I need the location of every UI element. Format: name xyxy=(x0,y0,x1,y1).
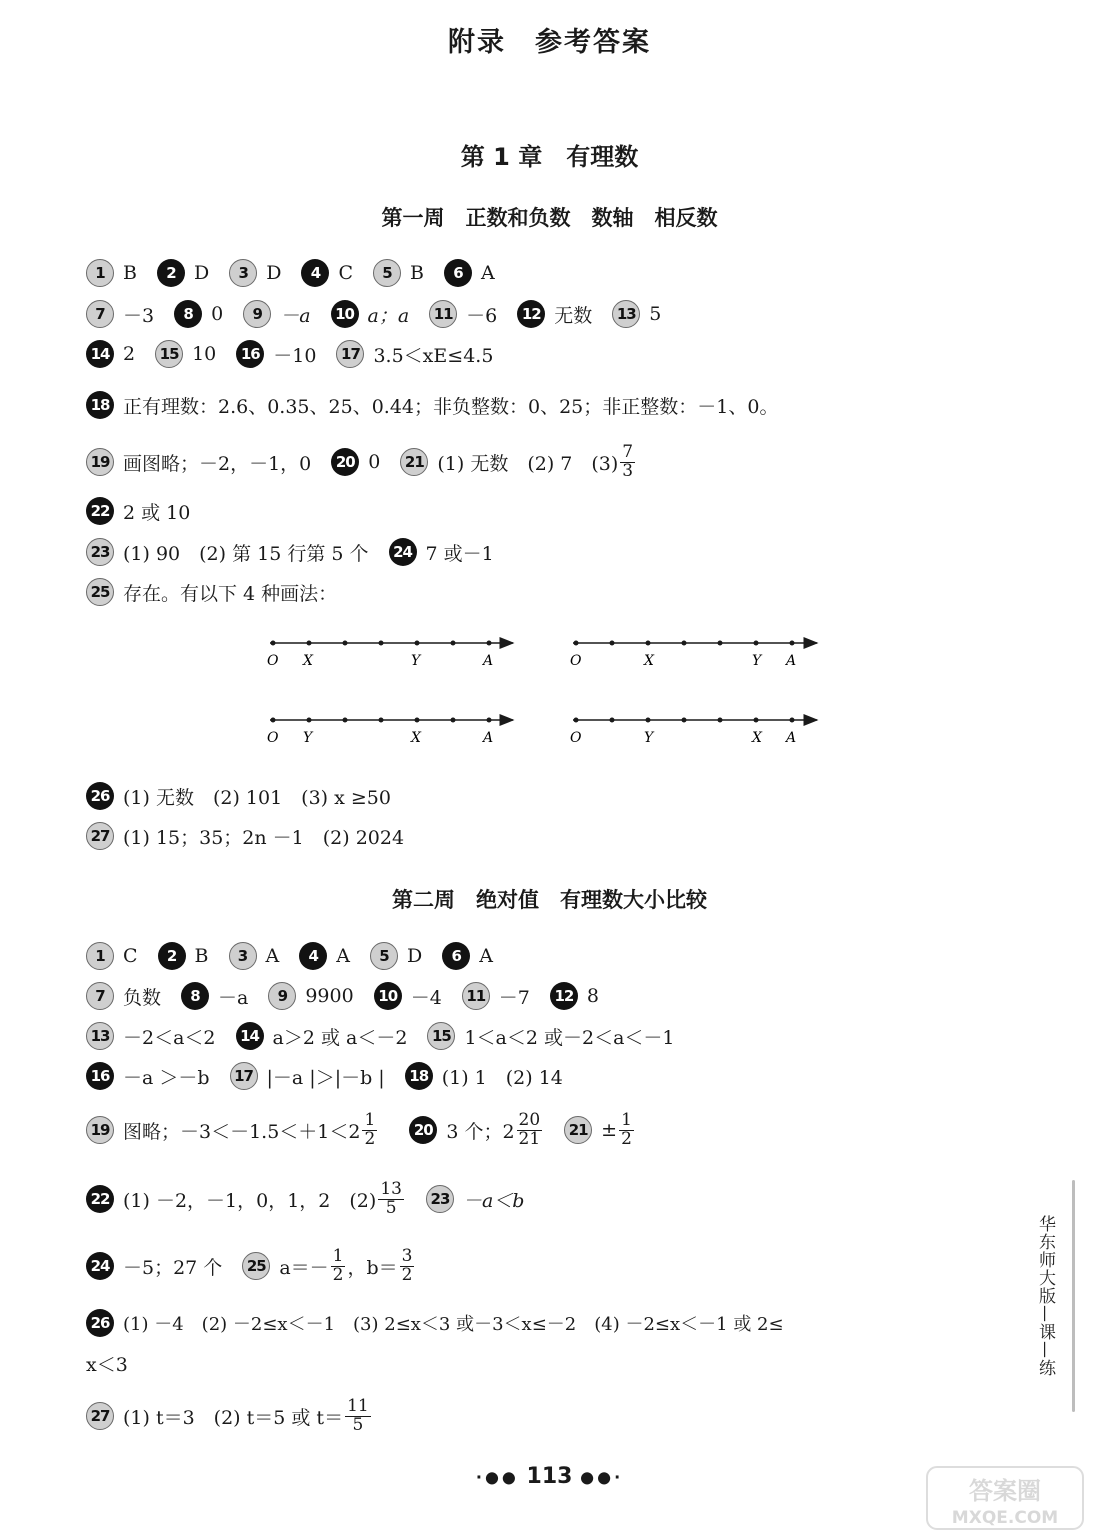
answer-line xyxy=(86,256,999,290)
question-number-badge: 17 xyxy=(230,1062,258,1090)
question-number-badge: 10 xyxy=(331,300,359,328)
side-tab-label: 华东师大版—课—练 xyxy=(1035,1215,1055,1377)
answer-text: (1) 15；35；2n －1 (2) 2024 xyxy=(123,826,405,849)
answer-line xyxy=(86,337,999,371)
answer-line xyxy=(86,575,999,609)
dots-icon: ●●· xyxy=(580,1467,624,1487)
point-label: O xyxy=(570,730,582,746)
answer-text: 5 xyxy=(649,303,662,325)
svg-text:答案圈: 答案圈 xyxy=(969,1477,1041,1505)
question-number-badge: 7 xyxy=(86,982,114,1010)
answer-line xyxy=(86,939,999,973)
question-number-badge: 12 xyxy=(517,300,545,328)
answer-text: |－a |＞|－b | xyxy=(266,1066,385,1089)
answer-text: －a xyxy=(218,986,249,1009)
answer-text: (1) －2，－1，0，1，2 (2) xyxy=(123,1189,377,1212)
answer-text: C xyxy=(123,945,138,967)
answer-line xyxy=(86,1059,999,1093)
answer-text: 3 个；2 xyxy=(446,1120,515,1143)
fraction: $\frac{1}{2}$ xyxy=(332,1245,344,1285)
answer-text: －a ＞－b xyxy=(123,1066,210,1089)
point-label: A xyxy=(483,730,494,746)
question-number-badge: 26 xyxy=(86,782,114,810)
answer-text: ，b＝ xyxy=(347,1256,398,1279)
answer-text: B xyxy=(123,262,137,284)
question-number-badge: 2 xyxy=(157,259,185,287)
question-number-badge: 19 xyxy=(86,448,114,476)
answer-continuation: x＜3 xyxy=(86,1354,128,1376)
answer-line xyxy=(86,979,999,1013)
point-label: X xyxy=(303,653,313,669)
answer-line xyxy=(86,442,999,482)
answer-text: －a＜b xyxy=(462,1189,525,1212)
question-number-badge: 8 xyxy=(181,982,209,1010)
answer-line xyxy=(86,1394,999,1438)
question-number-badge: 6 xyxy=(444,259,472,287)
point-label: O xyxy=(267,730,279,746)
question-number-badge: 22 xyxy=(86,497,114,525)
answer-text: A xyxy=(479,945,493,967)
answer-text: B xyxy=(194,945,209,967)
answer-text: 画图略；－2，－1，0 xyxy=(123,452,312,475)
answer-text: 8 xyxy=(586,985,599,1007)
answer-text: (1) 无数 (2) 7 (3) xyxy=(437,452,619,475)
question-number-badge: 18 xyxy=(405,1062,433,1090)
answer-text: 1＜a＜2 或－2＜a＜－1 xyxy=(464,1026,675,1049)
answer-text: －5；27 个 xyxy=(123,1256,223,1279)
answer-text: (1) －4 (2) －2≤x＜－1 (3) 2≤x＜3 或－3＜x≤－2 (4) －2≤x＜－1 或 2≤ xyxy=(123,1314,784,1335)
question-number-badge: 18 xyxy=(86,391,114,419)
question-number-badge: 12 xyxy=(550,982,578,1010)
question-number-badge: 27 xyxy=(86,822,114,850)
point-label: A xyxy=(483,653,494,669)
answer-text: －4 xyxy=(410,986,442,1009)
point-label: A xyxy=(786,730,797,746)
question-number-badge: 6 xyxy=(442,942,470,970)
answer-text: D xyxy=(193,262,210,284)
answer-text: a＝－ xyxy=(279,1256,329,1279)
chapter-heading: 第 1 章 有理数 xyxy=(460,143,639,171)
answer-text: －7 xyxy=(498,986,530,1009)
number-line xyxy=(570,718,817,747)
answer-line xyxy=(86,494,999,528)
fraction: $\frac{3}{2}$ xyxy=(401,1245,413,1285)
question-number-badge: 14 xyxy=(86,340,114,368)
point-label: X xyxy=(644,653,654,669)
question-number-badge: 25 xyxy=(242,1252,270,1280)
answer-text: A xyxy=(480,262,495,284)
svg-text:MXQE.COM: MXQE.COM xyxy=(951,1508,1059,1528)
answer-text: 正有理数：2.6、0.35、25、0.44；非负整数：0、25；非正整数：－1、0。 xyxy=(123,395,779,418)
answer-text: a＞2 或 a＜－2 xyxy=(272,1026,408,1049)
question-number-badge: 19 xyxy=(86,1116,114,1144)
question-number-badge: 3 xyxy=(229,259,257,287)
answer-text: (1) 90 (2) 第 15 行第 5 个 xyxy=(123,542,369,565)
question-number-badge: 4 xyxy=(299,942,327,970)
answer-text: (1) 无数 (2) 101 (3) x ≥50 xyxy=(123,786,391,809)
answer-text: 0 xyxy=(368,451,381,473)
page-number: ·●● 113 ●●· xyxy=(475,1464,624,1489)
question-number-badge: 3 xyxy=(229,942,257,970)
answer-text: D xyxy=(406,945,423,967)
answer-text: D xyxy=(266,262,282,284)
answer-line xyxy=(86,535,999,569)
number-line xyxy=(267,718,513,747)
answer-line xyxy=(86,297,999,331)
answer-text: B xyxy=(409,262,424,284)
fraction: $\frac{7}{3}$ xyxy=(622,441,634,481)
question-number-badge: 4 xyxy=(301,259,329,287)
question-number-badge: 15 xyxy=(427,1022,455,1050)
question-number-badge: 11 xyxy=(429,300,457,328)
answer-text: －10 xyxy=(273,344,317,367)
answer-text: A xyxy=(265,945,280,967)
question-number-badge: 21 xyxy=(564,1116,592,1144)
answer-line xyxy=(86,779,999,813)
question-number-badge: 16 xyxy=(86,1062,114,1090)
answer-text: ± xyxy=(601,1119,618,1141)
question-number-badge: 26 xyxy=(86,1309,114,1337)
question-number-badge: 25 xyxy=(86,578,114,606)
point-label: X xyxy=(411,730,421,746)
question-number-badge: 16 xyxy=(236,340,264,368)
answer-text: C xyxy=(338,262,353,284)
page-title: 附录 参考答案 xyxy=(448,27,651,58)
point-label: A xyxy=(786,653,797,669)
point-label: Y xyxy=(303,730,313,746)
answer-text: (1) t＝3 (2) t＝5 或 t＝ xyxy=(123,1406,344,1429)
answer-line xyxy=(86,1019,999,1053)
answer-text: －2＜a＜2 xyxy=(123,1026,216,1049)
question-number-badge: 22 xyxy=(86,1185,114,1213)
answer-line xyxy=(86,1306,1009,1340)
answer-text: 3.5＜xE≤4.5 xyxy=(373,344,494,367)
answer-text: －a xyxy=(280,304,311,327)
fraction: $\frac{1}{2}$ xyxy=(621,1109,632,1149)
answer-text: 7 或－1 xyxy=(425,542,494,565)
number-line xyxy=(570,641,817,670)
answer-text: 0 xyxy=(211,303,224,325)
answer-text: 无数 xyxy=(554,304,593,327)
question-number-badge: 13 xyxy=(612,300,640,328)
question-number-badge: 15 xyxy=(155,340,183,368)
fraction: $\frac{13}{5}$ xyxy=(380,1178,402,1218)
question-number-badge: 23 xyxy=(86,538,114,566)
number-line-diagrams xyxy=(255,625,855,755)
fraction: $\frac{1}{2}$ xyxy=(364,1109,376,1149)
dots-icon: ·●● xyxy=(475,1467,519,1487)
question-number-badge: 14 xyxy=(236,1022,264,1050)
answer-text: (1) 1 (2) 14 xyxy=(441,1066,563,1089)
question-number-badge: 24 xyxy=(86,1252,114,1280)
answer-text: 2 或 10 xyxy=(123,501,191,524)
point-label: O xyxy=(267,653,279,669)
question-number-badge: 13 xyxy=(86,1022,114,1050)
answer-line xyxy=(86,1244,999,1288)
question-number-badge: 23 xyxy=(426,1185,454,1213)
answer-text: 9900 xyxy=(305,985,354,1007)
side-rule xyxy=(1072,1180,1075,1412)
answer-line xyxy=(86,1108,999,1152)
week2-heading: 第二周 绝对值 有理数大小比较 xyxy=(392,887,707,912)
question-number-badge: 21 xyxy=(400,448,428,476)
answer-text: 2 xyxy=(123,343,136,365)
question-number-badge: 20 xyxy=(409,1116,437,1144)
question-number-badge: 9 xyxy=(243,300,271,328)
answer-text: 负数 xyxy=(123,986,162,1009)
point-label: O xyxy=(570,653,582,669)
answer-text: 10 xyxy=(192,343,217,365)
answer-text: －6 xyxy=(466,304,498,327)
question-number-badge: 9 xyxy=(268,982,296,1010)
answer-line xyxy=(86,1177,999,1221)
answer-text: －3 xyxy=(123,304,155,327)
question-number-badge: 24 xyxy=(389,538,417,566)
point-label: Y xyxy=(411,653,421,669)
question-number-badge: 17 xyxy=(336,340,364,368)
question-number-badge: 1 xyxy=(86,259,114,287)
question-number-badge: 7 xyxy=(86,300,114,328)
watermark-logo xyxy=(925,1465,1085,1531)
fraction: $\frac{11}{5}$ xyxy=(347,1395,369,1435)
point-label: Y xyxy=(752,653,762,669)
question-number-badge: 8 xyxy=(174,300,202,328)
question-number-badge: 5 xyxy=(373,259,401,287)
number-line xyxy=(267,641,513,670)
question-number-badge: 10 xyxy=(374,982,402,1010)
week1-heading: 第一周 正数和负数 数轴 相反数 xyxy=(381,205,718,230)
question-number-badge: 20 xyxy=(331,448,359,476)
question-number-badge: 1 xyxy=(86,942,114,970)
question-number-badge: 2 xyxy=(158,942,186,970)
answer-text: 图略；－3＜－1.5＜＋1＜2 xyxy=(123,1120,361,1143)
answer-text: A xyxy=(336,945,350,967)
question-number-badge: 11 xyxy=(462,982,490,1010)
question-number-badge: 5 xyxy=(370,942,398,970)
fraction: $\frac{20}{21}$ xyxy=(518,1109,541,1149)
answer-text: 存在。有以下 4 种画法： xyxy=(123,582,338,605)
answer-line xyxy=(86,819,999,853)
point-label: X xyxy=(752,730,762,746)
answer-line xyxy=(86,388,999,422)
answer-text: a；a xyxy=(367,304,410,327)
question-number-badge: 27 xyxy=(86,1402,114,1430)
point-label: Y xyxy=(644,730,654,746)
